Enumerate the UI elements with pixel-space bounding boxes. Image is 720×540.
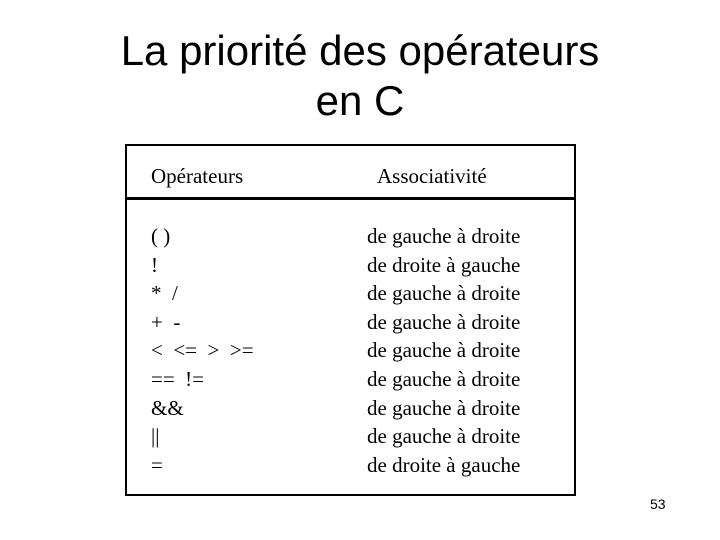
header-operators: Opérateurs — [151, 164, 244, 188]
operator-cell: = — [151, 452, 163, 477]
associativity-cell: de gauche à droite — [367, 395, 521, 420]
operator-precedence-table — [125, 144, 576, 496]
slide-title — [0, 26, 720, 126]
associativity-cell: de gauche à droite — [367, 309, 521, 334]
associativity-cell: de droite à gauche — [367, 452, 521, 477]
operator-cell: + - — [151, 309, 181, 334]
associativity-cell: de gauche à droite — [367, 281, 521, 306]
slide-title-line-2: en C — [315, 77, 405, 124]
slide-title-line-1: La priorité des opérateurs — [120, 27, 600, 74]
operator-cell: * / — [151, 281, 178, 306]
header-divider — [127, 197, 574, 200]
page-number: 53 — [650, 496, 666, 512]
operator-cell: ( ) — [151, 224, 171, 248]
associativity-column — [367, 222, 520, 479]
operator-cell: < <= > >= — [151, 338, 254, 363]
operator-cell: ! — [151, 252, 158, 277]
operator-cell: == != — [151, 366, 205, 391]
associativity-cell: de gauche à droite — [367, 338, 521, 363]
operators-column — [151, 222, 254, 479]
associativity-cell: de gauche à droite — [367, 224, 521, 248]
header-associativity: Associativité — [377, 164, 487, 188]
associativity-cell: de gauche à droite — [367, 424, 521, 449]
operator-cell: && — [151, 395, 184, 420]
associativity-cell: de gauche à droite — [367, 366, 521, 391]
associativity-cell: de droite à gauche — [367, 252, 521, 277]
operator-cell: || — [151, 424, 160, 449]
